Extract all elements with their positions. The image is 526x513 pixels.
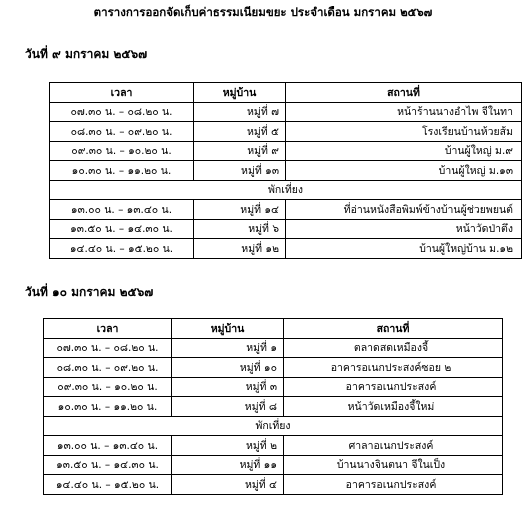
time-cell: ๑๔.๔๐ น. – ๑๕.๒๐ น. (50, 239, 194, 259)
place-cell: บ้านนางจินตนา จีในเป็ง (284, 455, 503, 475)
table-row (50, 219, 522, 239)
place-cell: บ้านผู้ใหญ่ ม.๙ (286, 141, 522, 161)
time-cell: ๑๓.๕๐ น. – ๑๔.๓๐ น. (50, 219, 194, 239)
place-cell: หน้าวัดเหมืองจี้ใหม่ (284, 397, 503, 417)
village-cell: หมู่ที่ ๙ (194, 141, 286, 161)
village-cell: หมู่ที่ ๔ (172, 475, 284, 495)
place-cell: บ้านผู้ใหญ่บ้าน ม.๑๒ (286, 239, 522, 259)
place-cell: อาคารอเนกประสงค์ซอย ๒ (284, 358, 503, 378)
table-row (44, 475, 503, 495)
lunch-break-label: พักเที่ยง (50, 180, 522, 200)
village-cell: หมู่ที่ ๑๓ (194, 161, 286, 181)
village-cell: หมู่ที่ ๗ (194, 102, 286, 122)
time-cell: ๑๓.๐๐ น. – ๑๓.๔๐ น. (50, 200, 194, 220)
time-cell: ๑๐.๓๐ น. – ๑๑.๒๐ น. (44, 397, 172, 417)
table-header-row (44, 319, 503, 339)
schedule-table-day-2 (43, 318, 503, 495)
village-cell: หมู่ที่ ๑๔ (194, 200, 286, 220)
time-cell: ๐๘.๓๐ น. – ๐๙.๒๐ น. (50, 122, 194, 142)
time-cell: ๐๙.๓๐ น. – ๑๐.๒๐ น. (44, 377, 172, 397)
table-row (44, 338, 503, 358)
village-cell: หมู่ที่ ๑๑ (172, 455, 284, 475)
village-cell: หมู่ที่ ๕ (194, 122, 286, 142)
table-row (44, 397, 503, 417)
table-row (50, 161, 522, 181)
village-cell: หมู่ที่ ๑ (172, 338, 284, 358)
table-row (50, 141, 522, 161)
village-cell: หมู่ที่ ๑๒ (194, 239, 286, 259)
place-cell: หน้าร้านนางอำไพ จีในทา (286, 102, 522, 122)
document-title: ตารางการออกจัดเก็บค่าธรรมเนียมขยะ ประจำเดือน มกราคม ๒๕๖๗ (93, 5, 433, 19)
table-row (44, 455, 503, 475)
header-place: สถานที่ (286, 83, 522, 103)
day-heading-1: วันที่ ๙ มกราคม ๒๕๖๗ (25, 47, 148, 61)
table-row (44, 377, 503, 397)
place-cell: ศาลาอเนกประสงค์ (284, 436, 503, 456)
time-cell: ๑๓.๕๐ น. – ๑๔.๓๐ น. (44, 455, 172, 475)
time-cell: ๑๔.๔๐ น. – ๑๕.๒๐ น. (44, 475, 172, 495)
village-cell: หมู่ที่ ๘ (172, 397, 284, 417)
village-cell: หมู่ที่ ๒ (172, 436, 284, 456)
table-row (44, 358, 503, 378)
table-row (50, 102, 522, 122)
day-heading-2: วันที่ ๑๐ มกราคม ๒๕๖๗ (25, 285, 154, 299)
village-cell: หมู่ที่ ๖ (194, 219, 286, 239)
time-cell: ๐๗.๓๐ น. – ๐๘.๒๐ น. (50, 102, 194, 122)
village-cell: หมู่ที่ ๑๐ (172, 358, 284, 378)
table-row (50, 122, 522, 142)
time-cell: ๑๓.๐๐ น. – ๑๓.๔๐ น. (44, 436, 172, 456)
time-cell: ๐๘.๓๐ น. – ๐๙.๒๐ น. (44, 358, 172, 378)
place-cell: ตลาดสดเหมืองจี้ (284, 338, 503, 358)
time-cell: ๑๐.๓๐ น. – ๑๑.๒๐ น. (50, 161, 194, 181)
header-time: เวลา (44, 319, 172, 339)
table-row (50, 239, 522, 259)
lunch-break-row (50, 180, 522, 200)
place-cell: บ้านผู้ใหญ่ ม.๑๓ (286, 161, 522, 181)
schedule-table-day-1 (49, 82, 522, 259)
header-time: เวลา (50, 83, 194, 103)
place-cell: อาคารอเนกประสงค์ (284, 475, 503, 495)
header-village: หมู่บ้าน (172, 319, 284, 339)
table-row (50, 200, 522, 220)
lunch-break-label: พักเที่ยง (44, 416, 503, 436)
place-cell: ที่อ่านหนังสือพิมพ์ข้างบ้านผู้ช่วยพยนต์ (286, 200, 522, 220)
time-cell: ๐๙.๓๐ น. – ๑๐.๒๐ น. (50, 141, 194, 161)
place-cell: อาคารอเนกประสงค์ (284, 377, 503, 397)
place-cell: หน้าวัดป่าตึง (286, 219, 522, 239)
table-header-row (50, 83, 522, 103)
time-cell: ๐๗.๓๐ น. – ๐๘.๒๐ น. (44, 338, 172, 358)
header-village: หมู่บ้าน (194, 83, 286, 103)
table-row (44, 436, 503, 456)
lunch-break-row (44, 416, 503, 436)
header-place: สถานที่ (284, 319, 503, 339)
place-cell: โรงเรียนบ้านห้วยส้ม (286, 122, 522, 142)
village-cell: หมู่ที่ ๓ (172, 377, 284, 397)
